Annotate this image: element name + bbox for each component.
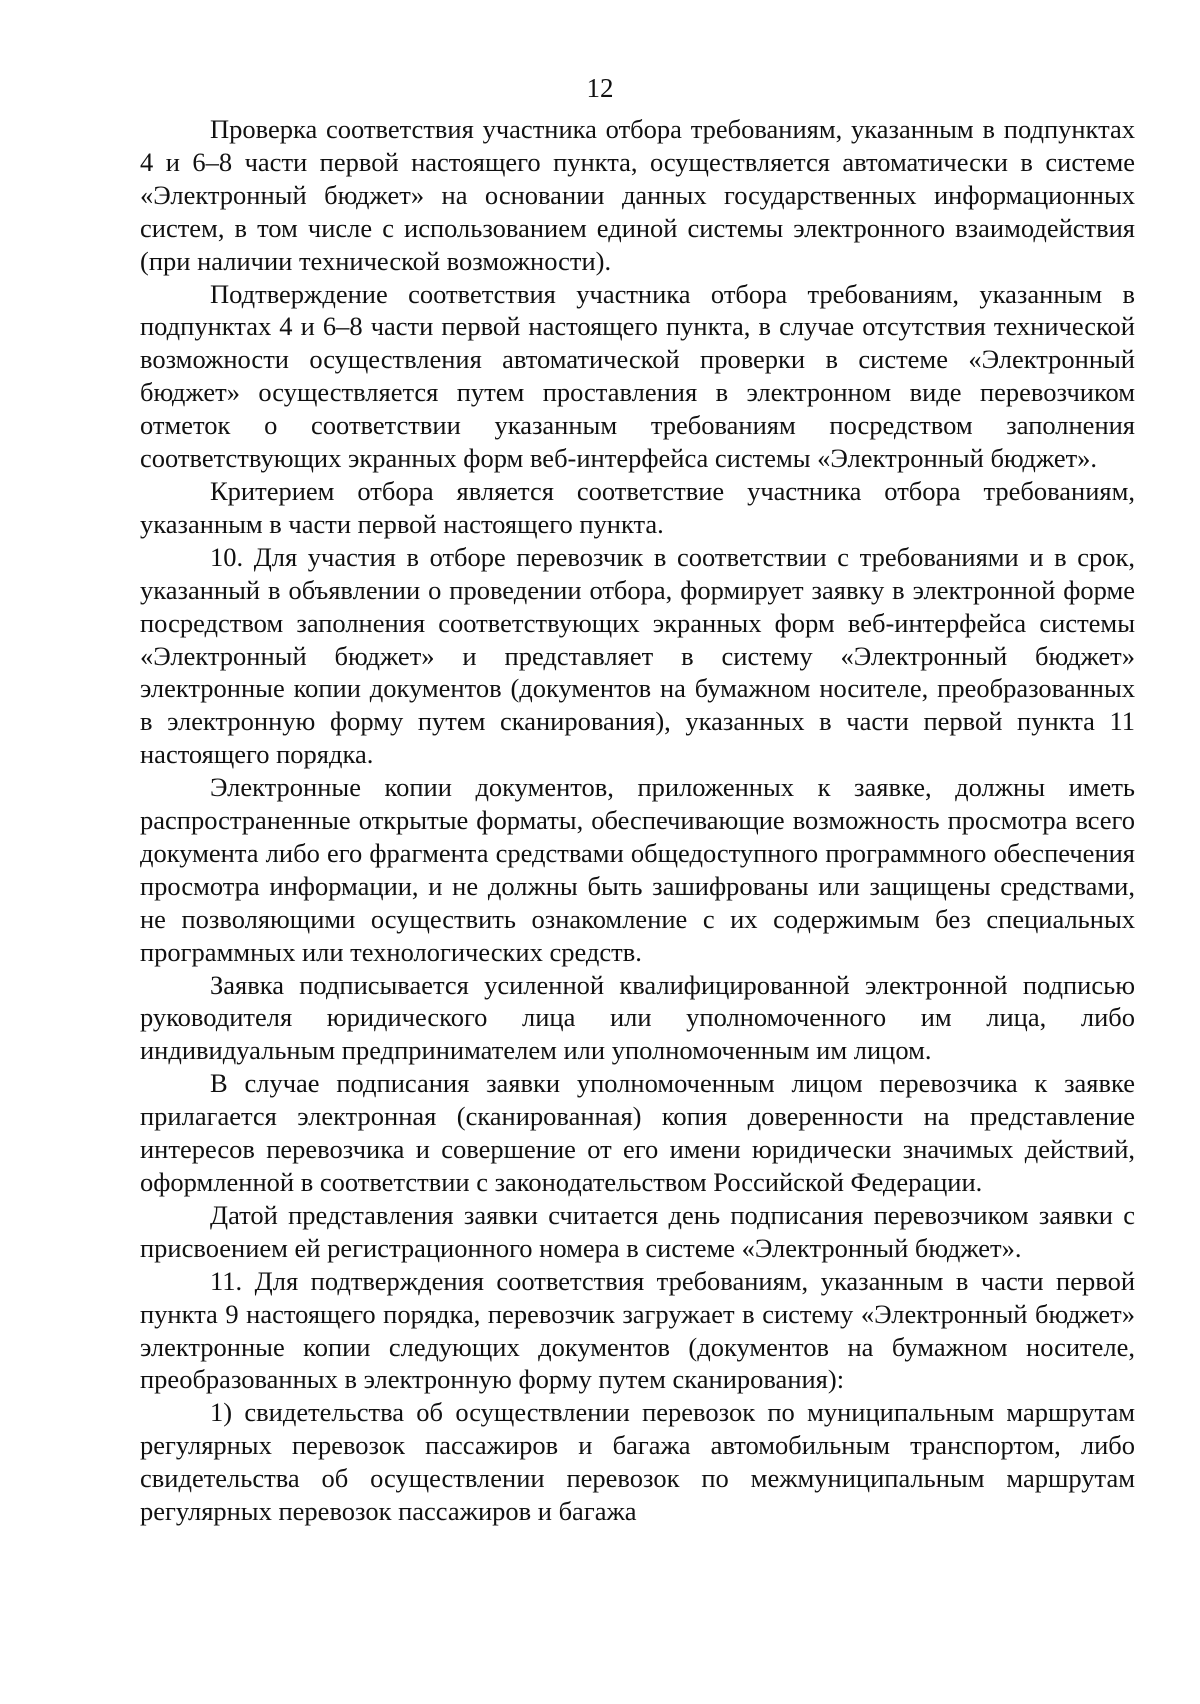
paragraph: Проверка соответствия участника отбора требованиям, указанным в подпунктах 4 и 6–8 части первой настоящего пункта, осуществляется автоматически в системе «Электронный бюджет» на основании данных государственных информационных систем, в том числе с использованием единой системы электронного взаимодействия (при наличии технической возможности). [140,114,1135,276]
document-body [140,113,1135,1528]
paragraph: 1) свидетельства об осуществлении перевозок по муниципальным маршрутам регулярных перевозок пассажиров и багажа автомобильным транспортом, либо свидетельства об осуществлении перевозок по межмуниципальным маршрутам регулярных перевозок пассажиров и багажа [140,1397,1135,1527]
paragraph: Критерием отбора является соответствие участника отбора требованиям, указанным в части первой настоящего пункта. [140,475,1135,539]
page-number: 12 [586,73,614,103]
paragraph: 11. Для подтверждения соответствия требованиям, указанным в части первой пункта 9 настоящего порядка, перевозчик загружает в систему «Электронный бюджет» электронные копии следующих документов (документов на бумажном носителе, преобразованных в электронную форму путем сканирования): [140,1265,1135,1395]
paragraph: Электронные копии документов, приложенных к заявке, должны иметь распространенные открытые форматы, обеспечивающие возможность просмотра всего документа либо его фрагмента средствами общедоступного программного обеспечения просмотра информации, и не должны быть зашифрованы или защищены средствами, не позволяющими осуществить ознакомление с их содержимым без специальных программных или технологических средств. [140,772,1135,967]
paragraph: В случае подписания заявки уполномоченным лицом перевозчика к заявке прилагается электронная (сканированная) копия доверенности на представление интересов перевозчика и совершение от его имени юридически значимых действий, оформленной в соответствии с законодательством Российской Федерации. [140,1068,1135,1197]
paragraph: Подтверждение соответствия участника отбора требованиям, указанным в подпунктах 4 и 6–8 части первой настоящего пункта, в случае отсутствия технической возможности осуществления автоматической проверки в системе «Электронный бюджет» осуществляется путем проставления в электронном виде перевозчиком отметок о соответствии указанным требованиям посредством заполнения соответствующих экранных форм веб-интерфейса системы «Электронный бюджет». [140,278,1135,474]
paragraph: Датой представления заявки считается день подписания перевозчиком заявки с присвоением ей регистрационного номера в системе «Электронный бюджет». [140,1199,1135,1263]
paragraph: 10. Для участия в отборе перевозчик в соответствии с требованиями и в срок, указанный в объявлении о проведении отбора, формирует заявку в электронной форме посредством заполнения соответствующих экранных форм веб-интерфейса системы «Электронный бюджет» и представляет в систему «Электронный бюджет» электронные копии документов (документов на бумажном носителе, преобразованных в электронную форму путем сканирования), указанных в части первой пункта 11 настоящего порядка. [140,541,1135,770]
paragraph: Заявка подписывается усиленной квалифицированной электронной подписью руководителя юридического лица или уполномоченного им лица, либо индивидуальным предпринимателем или уполномоченным им лицом. [140,969,1135,1066]
